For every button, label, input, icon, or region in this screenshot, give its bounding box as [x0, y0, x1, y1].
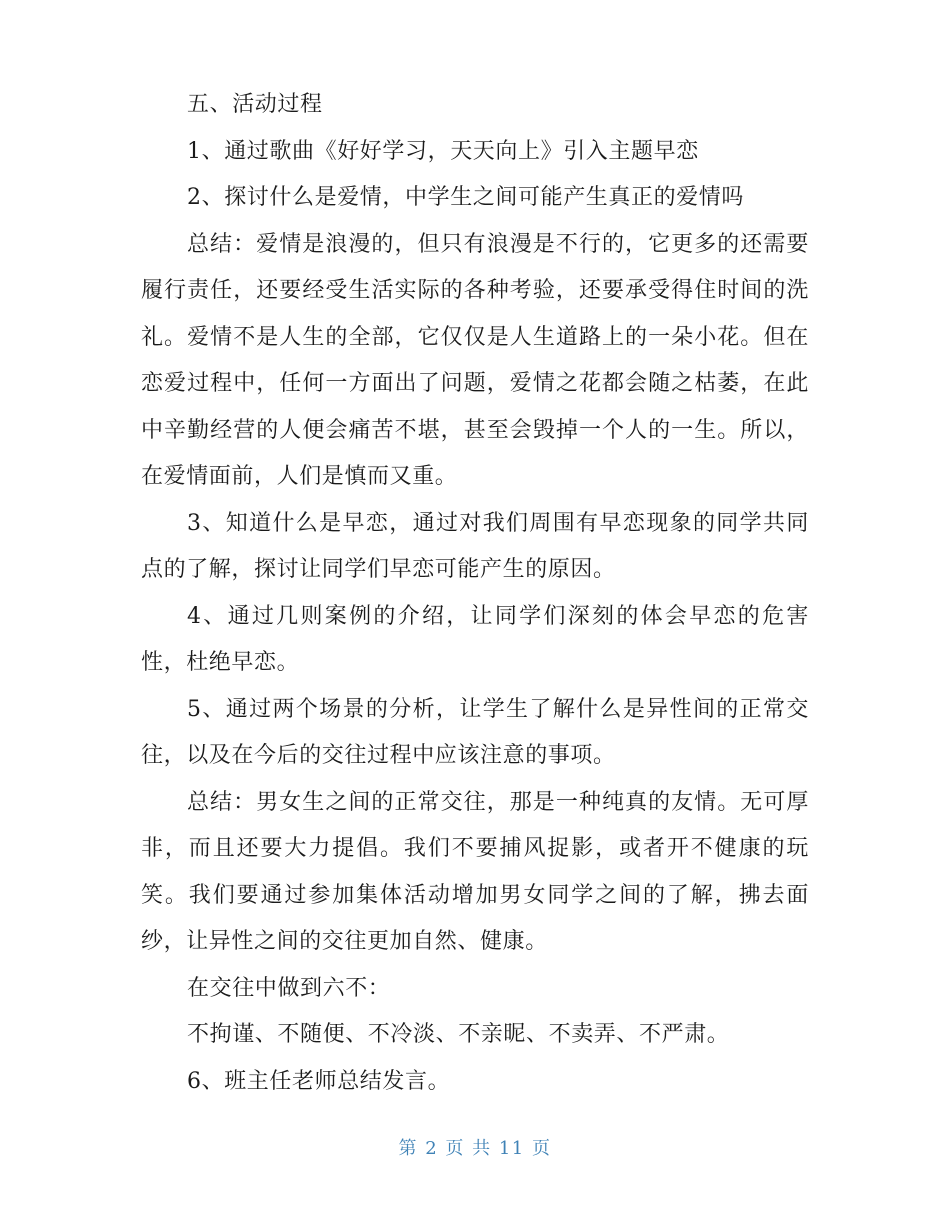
- document-body: [141, 82, 809, 1105]
- page-number-footer: 第 2 页 共 11 页: [398, 1138, 552, 1159]
- paragraph-step-5: 5、通过两个场景的分析，让学生了解什么是异性间的正常交往，以及在今后的交往过程中应该注意的事项。: [141, 696, 809, 768]
- paragraph-step-2: 2、探讨什么是爱情，中学生之间可能产生真正的爱情吗: [187, 185, 744, 210]
- paragraph-step-1: 1、通过歌曲《好好学习，天天向上》引入主题早恋: [187, 138, 699, 164]
- paragraph-summary-friendship: 总结：男女生之间的正常交往，那是一种纯真的友情。无可厚非，而且还要大力提倡。我们不要捕风捉影，或者开不健康的玩笑。我们要通过参加集体活动增加男女同学之间的了解，拂去面纱，让异性之间的交往更加自然、健康。: [141, 789, 809, 954]
- paragraph-summary-love: 总结：爱情是浪漫的，但只有浪漫是不行的，它更多的还需要履行责任，还要经受生活实际的各种考验，还要承受得住时间的洗礼。爱情不是人生的全部，它仅仅是人生道路上的一朵小花。但在恋爱过程中，任何一方面出了问题，爱情之花都会随之枯萎，在此中辛勤经营的人便会痛苦不堪，甚至会毁掉一个人的一生。所以，在爱情面前，人们是慎而又重。: [141, 231, 809, 489]
- paragraph-six-nots-list: 不拘谨、不随便、不冷淡、不亲昵、不卖弄、不严肃。: [187, 1022, 730, 1047]
- paragraph-step-6: 6、班主任老师总结发言。: [187, 1068, 451, 1094]
- section-heading: 五、活动过程: [187, 92, 323, 117]
- paragraph-step-3: 3、知道什么是早恋，通过对我们周围有早恋现象的同学共同点的了解，探讨让同学们早恋可能产生的原因。: [141, 510, 809, 582]
- paragraph-six-nots-intro: 在交往中做到六不：: [187, 975, 391, 1001]
- paragraph-step-4: 4、通过几则案例的介绍，让同学们深刻的体会早恋的危害性，杜绝早恋。: [141, 603, 809, 675]
